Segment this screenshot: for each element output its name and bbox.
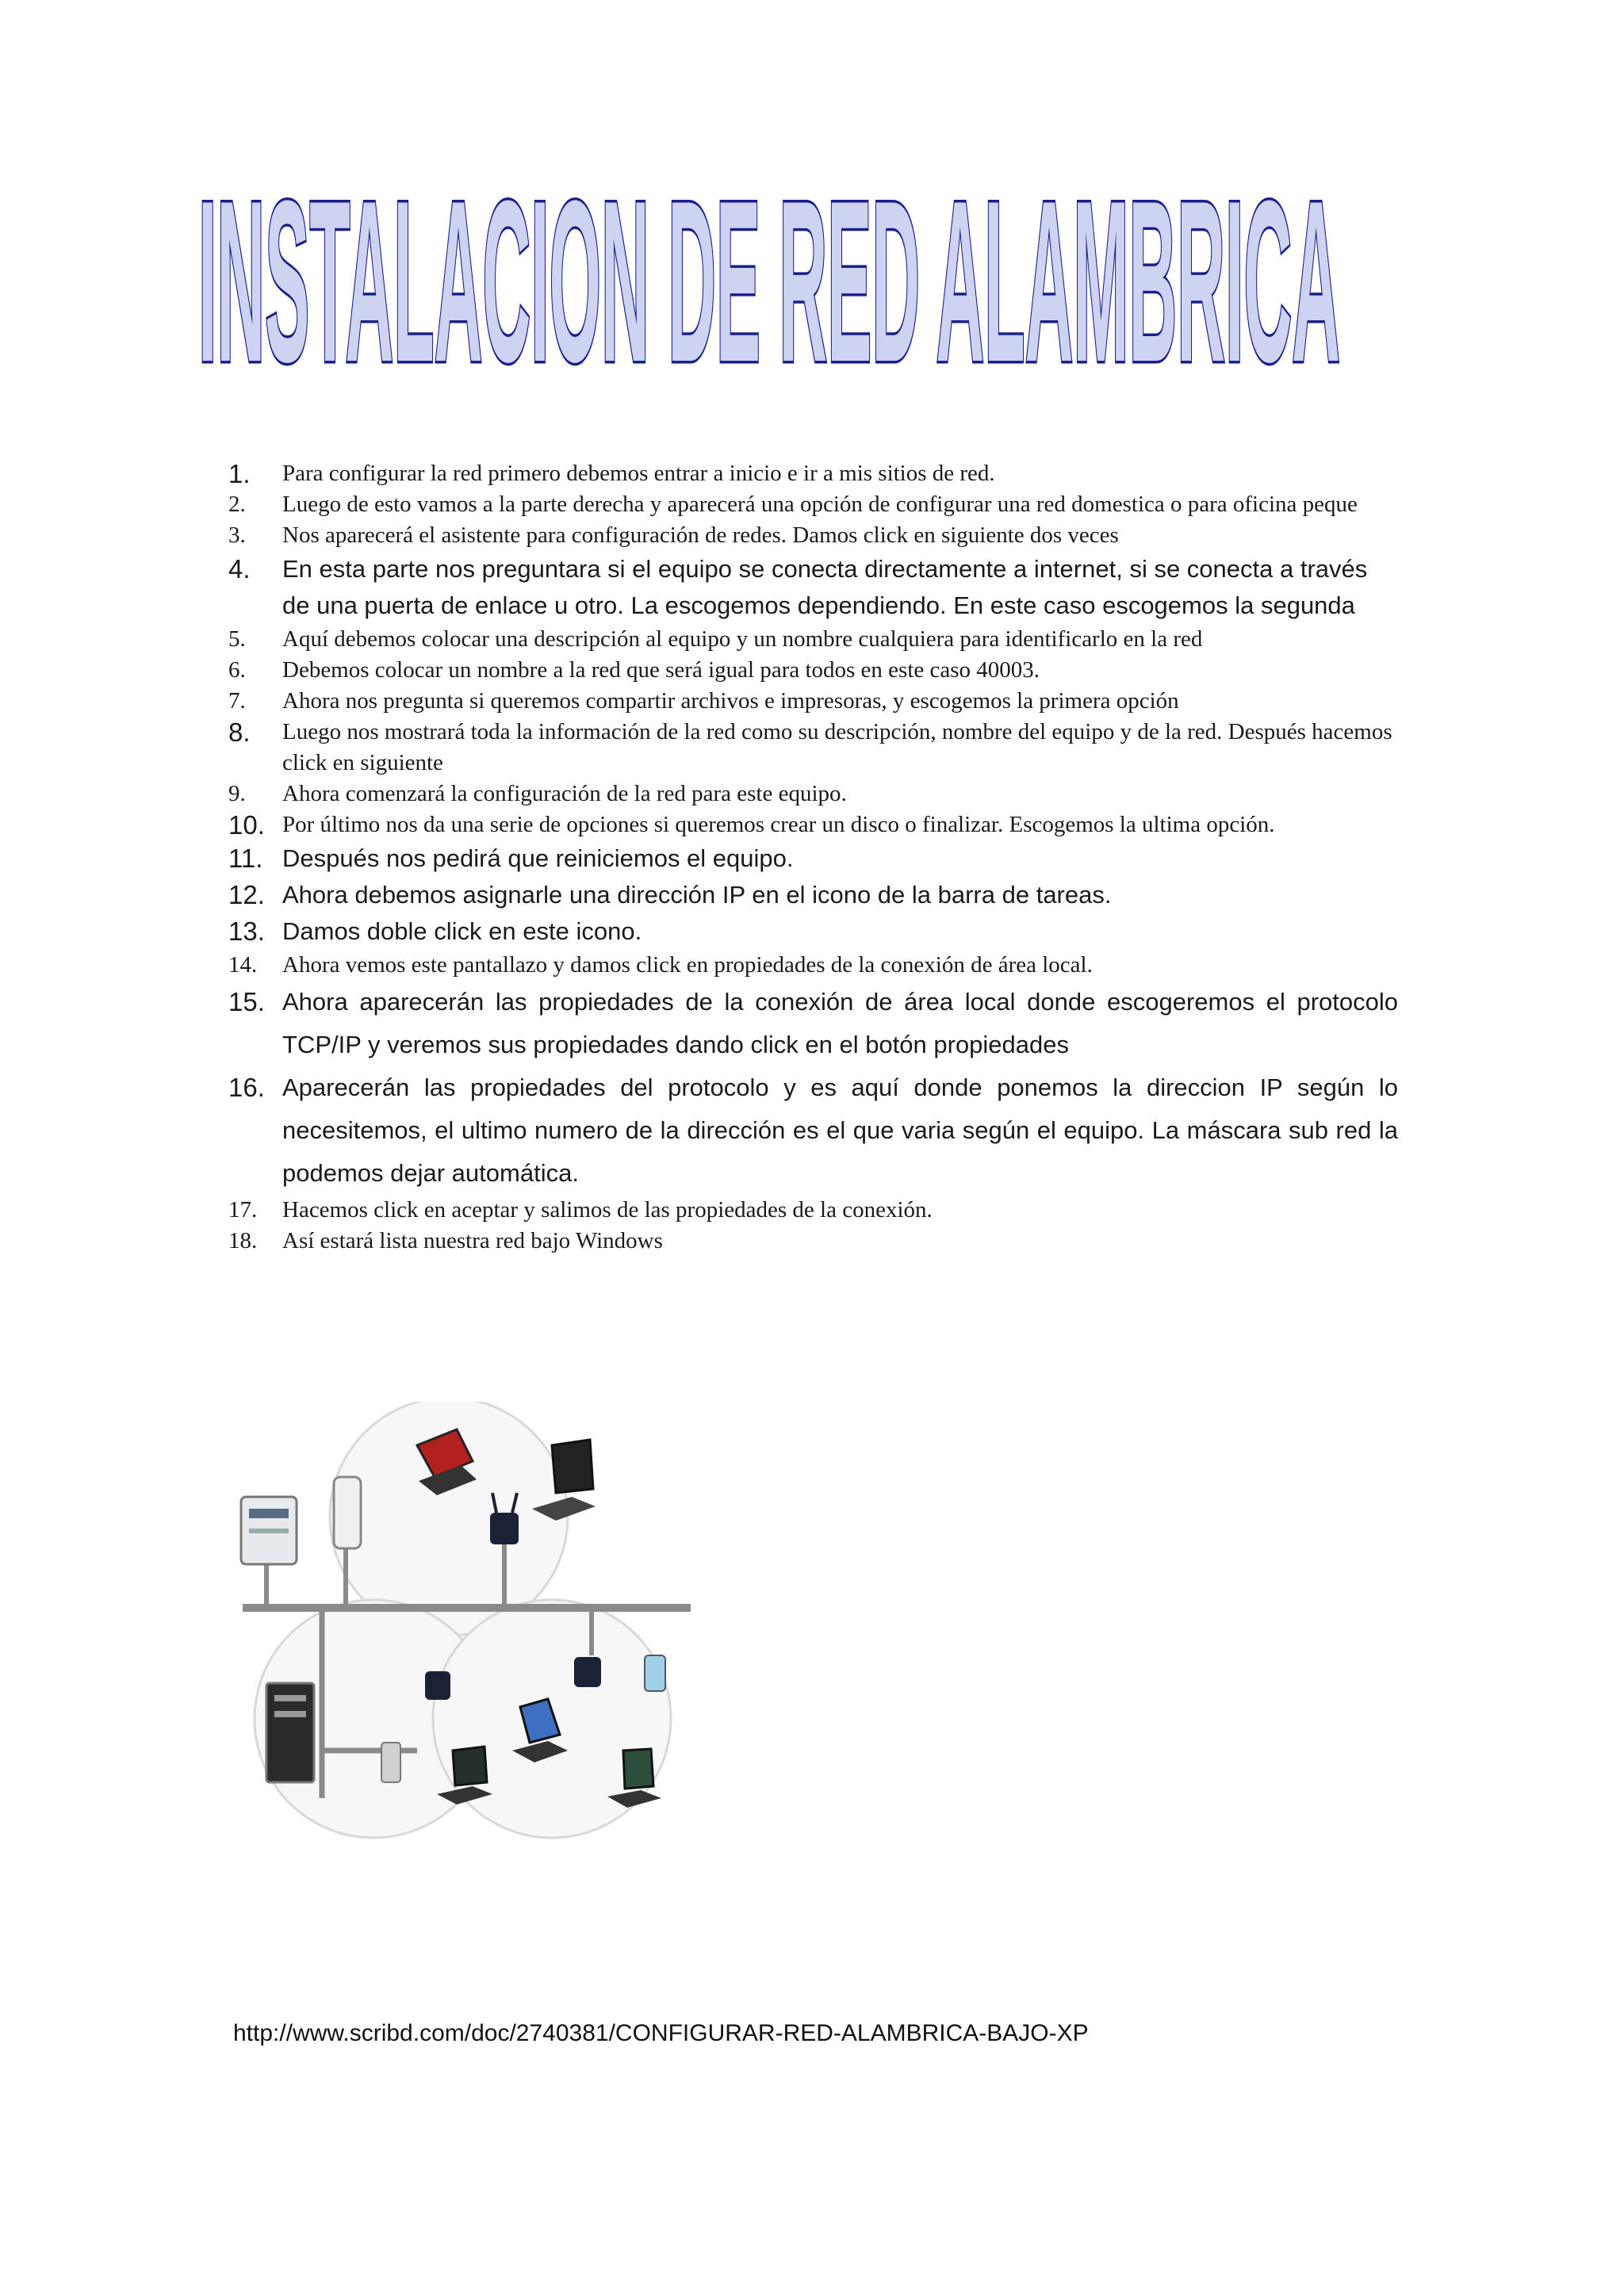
- step-number: 16.: [228, 1073, 265, 1102]
- step-number: 17.: [228, 1197, 258, 1223]
- step-number: 8.: [228, 718, 251, 747]
- step-text: Nos aparecerá el asistente para configuración de redes. Damos click en siguiente dos veces: [282, 522, 1119, 548]
- step-text: Así estará lista nuestra red bajo Windows: [282, 1228, 663, 1253]
- step-text: Después nos pedirá que reiniciemos el equipo.: [282, 844, 794, 872]
- step-text: Hacemos click en aceptar y salimos de las propiedades de la conexión.: [282, 1197, 933, 1223]
- step-number: 11.: [228, 844, 263, 873]
- list-item: [228, 551, 1398, 624]
- step-number: 18.: [228, 1228, 258, 1253]
- list-item: [228, 458, 1398, 489]
- step-text: Aparecerán las propiedades del protocolo y es aquí donde ponemos la direccion IP según lo necesitemos, el ultimo numero de la dirección es el que varia según el equipo. La máscara sub red la podemos dejar automática.: [282, 1073, 1398, 1187]
- step-number: 13.: [228, 916, 265, 946]
- server-rack-icon: [266, 1683, 314, 1782]
- list-item: [228, 1226, 1398, 1257]
- step-number: 7.: [228, 688, 246, 714]
- list-item: [228, 981, 1398, 1066]
- title-text: INSTALACION DE RED ALAMBRICA: [198, 163, 1340, 400]
- list-item: [228, 520, 1398, 551]
- step-text: Aquí debemos colocar una descripción al equipo y un nombre cualquiera para identificarlo en la red: [282, 626, 1203, 652]
- step-text: Ahora comenzará la configuración de la red para este equipo.: [282, 781, 847, 806]
- access-point-right-icon: [574, 1657, 601, 1687]
- step-text: Damos doble click en este icono.: [282, 917, 642, 945]
- list-item: [228, 950, 1398, 981]
- handheld-icon: [381, 1743, 400, 1782]
- network-diagram-image: [235, 1402, 695, 1854]
- access-point-left-icon: [425, 1671, 450, 1700]
- step-text: Ahora vemos este pantallazo y damos click en propiedades de la conexión de área local.: [282, 952, 1093, 978]
- step-number: 12.: [228, 880, 265, 909]
- list-item: [228, 624, 1398, 655]
- step-text: Luego de esto vamos a la parte derecha y aparecerá una opción de configurar una red domestica o para oficina peque: [282, 492, 1358, 517]
- list-item: [228, 840, 1398, 877]
- list-item: [228, 717, 1398, 779]
- step-number: 5.: [228, 626, 246, 652]
- step-number: 6.: [228, 657, 246, 683]
- list-item: [228, 809, 1398, 840]
- tower-pc-icon: [334, 1477, 361, 1548]
- step-text: Para configurar la red primero debemos entrar a inicio e ir a mis sitios de red.: [282, 461, 995, 486]
- step-text: En esta parte nos preguntara si el equipo se conecta directamente a internet, si se conecta a través de una puerta de enlace u otro. La escogemos dependiendo. En este caso escogemos la segunda: [282, 555, 1368, 619]
- step-number: 14.: [228, 952, 258, 978]
- source-link[interactable]: http://www.scribd.com/doc/2740381/CONFIGURAR-RED-ALAMBRICA-BAJO-XP: [233, 2020, 1089, 2046]
- step-number: 3.: [228, 522, 246, 548]
- list-item: [228, 655, 1398, 686]
- step-number: 2.: [228, 492, 246, 517]
- step-number: 1.: [228, 459, 251, 488]
- step-text: Luego nos mostrará toda la información de la red como su descripción, nombre del equipo y de la red. Después hacemos click en siguiente: [282, 719, 1392, 775]
- network-diagram: [235, 1402, 695, 1854]
- page-title: [190, 163, 1348, 400]
- list-item: [228, 779, 1398, 809]
- step-text: Ahora debemos asignarle una dirección IP en el icono de la barra de tareas.: [282, 881, 1112, 909]
- instruction-list: [228, 458, 1398, 1257]
- step-text: Debemos colocar un nombre a la red que será igual para todos en este caso 40003.: [282, 657, 1040, 683]
- server-icon: [241, 1497, 297, 1564]
- list-item: [228, 877, 1398, 913]
- list-item: [228, 686, 1398, 717]
- title-wordart: [190, 163, 1348, 400]
- list-item: [228, 913, 1398, 950]
- pda-icon: [645, 1655, 665, 1691]
- step-number: 4.: [228, 554, 251, 584]
- step-text: Ahora aparecerán las propiedades de la conexión de área local donde escogeremos el protocolo TCP/IP y veremos sus propiedades dando click en el botón propiedades: [282, 988, 1398, 1058]
- step-number: 15.: [228, 987, 265, 1016]
- step-number: 9.: [228, 781, 246, 806]
- list-item: [228, 489, 1398, 520]
- list-item: [228, 1066, 1398, 1195]
- list-item: [228, 1195, 1398, 1226]
- step-text: Por último nos da una serie de opciones si queremos crear un disco o finalizar. Escogemos la ultima opción.: [282, 812, 1275, 837]
- step-text: Ahora nos pregunta si queremos compartir archivos e impresoras, y escogemos la primera opción: [282, 688, 1179, 714]
- step-number: 10.: [228, 810, 265, 840]
